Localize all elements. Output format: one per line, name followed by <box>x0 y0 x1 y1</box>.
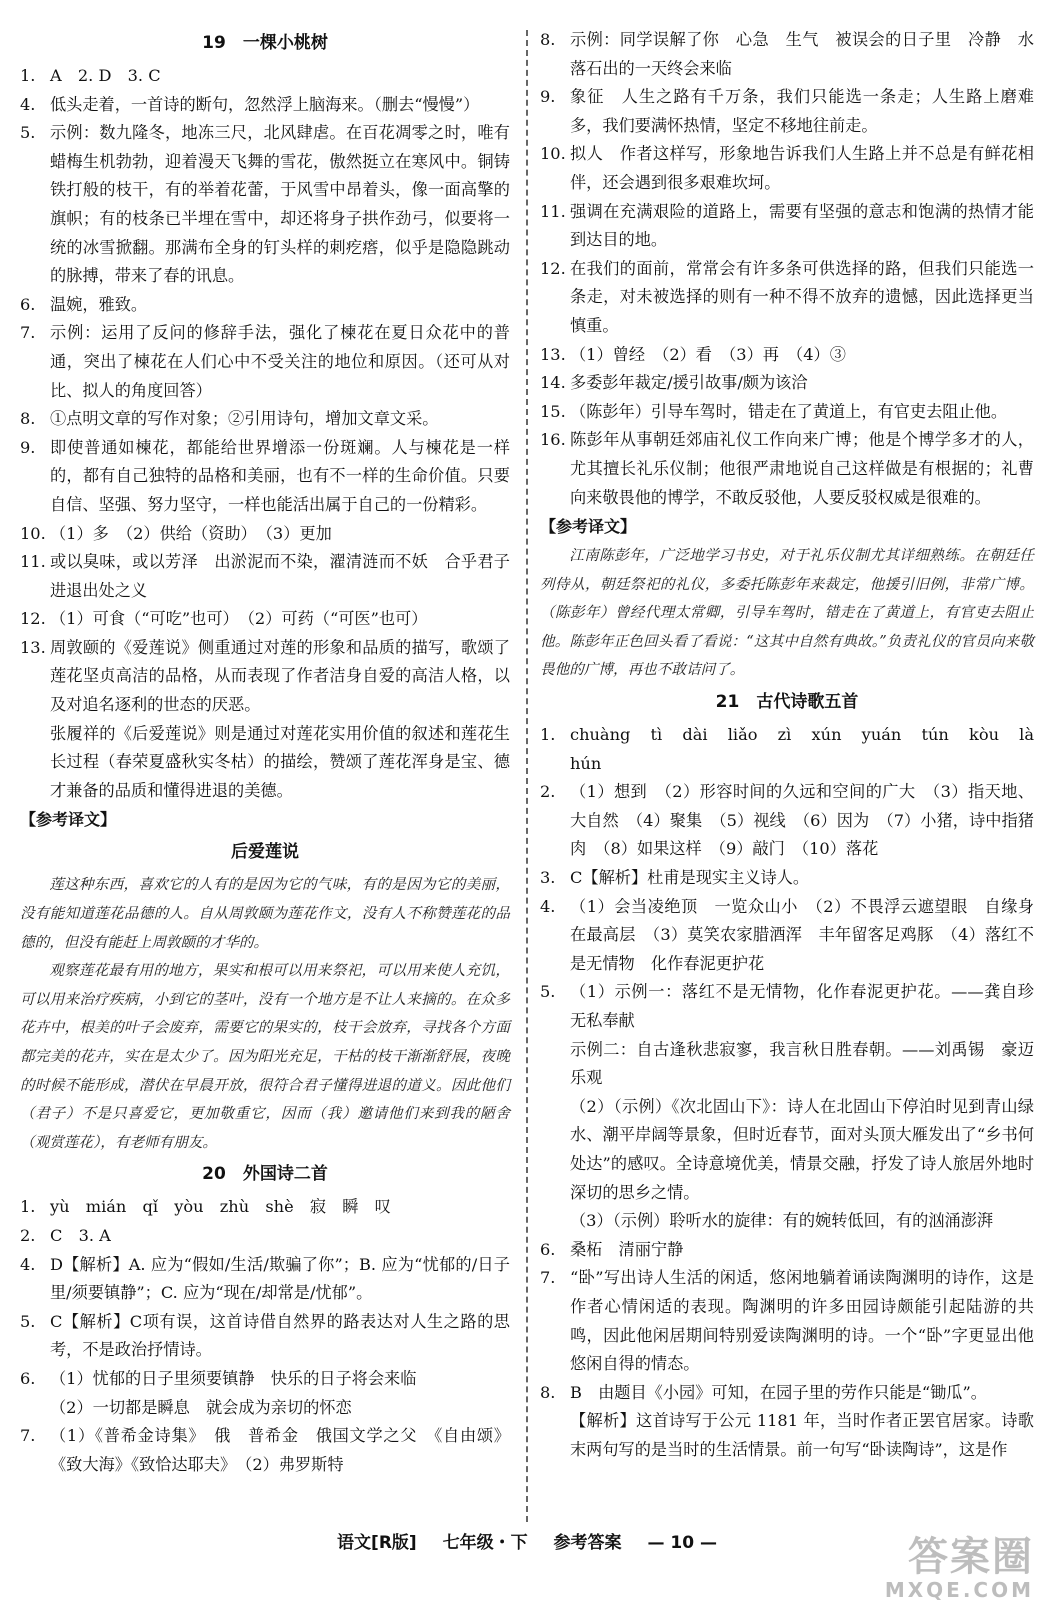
item-text: （1）示例一：落红不是无情物，化作春泥更护花。——龚自珍 无私奉献 <box>570 982 1051 1030</box>
item-number: 5. <box>20 123 36 143</box>
answer-item <box>540 83 1034 140</box>
section-title: 20 外国诗二首 <box>202 1164 328 1185</box>
item-number: 11. <box>20 552 46 572</box>
left-column <box>20 26 510 1479</box>
answer-item <box>20 1251 510 1308</box>
item-number: 10. <box>540 144 566 164</box>
answer-item <box>20 434 510 520</box>
answer-item <box>20 119 510 291</box>
section-title: 后爱莲说 <box>231 842 299 863</box>
watermark-logo <box>885 1535 1034 1601</box>
item-number: 5. <box>20 1311 36 1331</box>
item-text: 周敦颐的《爱莲说》侧重通过对莲的形象和品质的描写，歌颂了莲花坚贞高洁的品格，从而表现了作者洁身自爱的高洁人格，以及对追名逐利的世态的厌恶。 <box>50 637 510 715</box>
answer-item <box>540 778 1034 864</box>
item-text: D【解析】A. 应为“假如/生活/欺骗了你”；B. 应为“忧郁的/日子里/须要镇静”；C. 应为“现在/却常是/忧郁”。 <box>50 1254 510 1303</box>
answer-continuation: （2）一切都是瞬息 就会成为亲切的怀恋 <box>50 1397 352 1417</box>
item-number: 8. <box>540 1382 556 1402</box>
item-number: 5. <box>540 982 556 1002</box>
item-number: 9. <box>20 437 36 457</box>
answer-item <box>540 198 1034 255</box>
item-text: “卧”写出诗人生活的闲适，悠闲地躺着诵读陶渊明的诗作，这是作者心情闲适的表现。陶渊明的许多田园诗颇能引起陆游的共鸣，因此他闲居期间特别爱读陶渊明的诗。一个“卧”字更显出他悠闲自得的情态。 <box>570 1268 1034 1374</box>
section-title: 19 一棵小桃树 <box>202 33 328 53</box>
item-text: （1）《普希金诗集》 俄 普希金 俄国文学之父 《自由颂》《致大海》《致恰达耶夫》 （2）弗罗斯特 <box>50 1426 510 1474</box>
answer-item <box>540 893 1034 979</box>
translation-heading: 【参考译文】 <box>540 517 637 537</box>
item-text: 示例：运用了反问的修辞手法，强化了楝花在夏日众花中的普通，突出了楝花在人们心中不受关注的地位和原因。（还可从对比、拟人的角度回答） <box>50 323 510 400</box>
answer-item <box>540 341 1034 370</box>
answer-item <box>540 721 1051 778</box>
item-number: 10. <box>20 523 46 543</box>
item-text: （1）曾经 （2）看 （3）再 （4）③ <box>570 344 846 364</box>
item-number: 12. <box>540 258 566 278</box>
item-number: 7. <box>20 1426 36 1446</box>
item-number: 9. <box>540 87 556 107</box>
footer-grade: 七年级・下 <box>442 1533 528 1553</box>
answer-item <box>20 319 510 405</box>
answer-item <box>20 62 510 91</box>
item-number: 13. <box>540 344 566 364</box>
item-text: A 2. D 3. C <box>50 66 161 85</box>
item-text: 或以臭味，或以芳泽 出淤泥而不染，濯清涟而不妖 合乎君子进退出处之义 <box>50 552 510 600</box>
item-number: 8. <box>540 30 556 49</box>
answer-item <box>20 405 510 434</box>
item-number: 6. <box>540 1239 556 1259</box>
right-column <box>540 26 1051 1465</box>
answer-item <box>540 255 1034 341</box>
item-text: 桑柘 清丽宁静 <box>570 1239 684 1259</box>
item-text: chuàng tì dài liǎo zì xún yuán tún kòu là hún <box>570 725 1051 773</box>
item-number: 6. <box>20 294 36 314</box>
item-number: 15. <box>540 401 566 421</box>
answer-item <box>20 91 510 120</box>
footer-subject: 语文[R版] <box>337 1533 417 1553</box>
item-number: 1. <box>540 725 556 745</box>
item-text: 多委彭年裁定/援引故事/颇为该洽 <box>570 373 808 393</box>
item-text: yù mián qǐ yòu zhù shè 寂 瞬 叹 <box>50 1197 391 1217</box>
item-number: 2. <box>20 1225 36 1245</box>
item-number: 8. <box>20 409 36 429</box>
answer-item <box>540 140 1034 197</box>
answer-continuation: （2）（示例）《次北固山下》：诗人在北固山下停泊时见到青山绿水、潮平岸阔等景象，但时近春节，面对头顶大雁发出了“乡书何处达”的感叹。全诗意境优美，情景交融，抒发了诗人旅居外地时深切的思乡之情。 <box>570 1096 1034 1202</box>
item-number: 16. <box>540 430 566 450</box>
item-text: ①点明文章的写作对象；②引用诗句，增加文章文采。 <box>50 409 439 429</box>
answer-item <box>20 634 510 720</box>
column-divider <box>526 30 528 1522</box>
translation-paragraph: 观察莲花最有用的地方，果实和根可以用来祭祀，可以用来使人充饥，可以用来治疗疾病，小到它的茎叶，没有一个地方是不让人来摘的。在众多花卉中，根美的叶子会废弃，需要它的果实的，枝干会放弃，寻找各个方面都完美的花卉，实在是太少了。因为阳光充足，干枯的枝干渐渐舒展，夜晚的时候不能形成，潜伏在早晨开放，很符合君子懂得进退的道义。因此他们（君子）不是只喜爱它，更加敬重它，因而（我）邀请他们来到我的陋舍（观赏莲花），有老师有朋友。 <box>20 962 510 1151</box>
item-text: （1）忧郁的日子里须要镇静 快乐的日子将会来临 <box>50 1368 417 1388</box>
item-text: 强调在充满艰险的道路上，需要有坚强的意志和饱满的热情才能到达目的地。 <box>570 201 1034 250</box>
watermark-cn: 答案圈 <box>908 1534 1034 1580</box>
item-text: （1）可食（“可吃”也可） （2）可药（“可医”也可） <box>50 609 428 629</box>
answer-item <box>20 1193 510 1222</box>
answer-item <box>540 26 1034 83</box>
item-text: （1）多 （2）供给（资助） （3）更加 <box>50 523 332 543</box>
item-text: （1）会当凌绝顶 一览众山小 （2）不畏浮云遮望眼 自缘身在最高层 （3）莫笑农家腊酒浑 丰年留客足鸡豚 （4）落红不是无情物 化作春泥更护花 <box>570 896 1034 973</box>
answer-continuation: 张履祥的《后爱莲说》则是通过对莲花实用价值的叙述和莲花生长过程（春荣夏盛秋实冬枯）的描绘，赞颂了莲花浑身是宝、德才兼备的品质和懂得进退的美德。 <box>50 723 510 800</box>
translation-paragraph: 江南陈彭年，广泛地学习书史，对于礼乐仪制尤其详细熟练。在朝廷任列侍从，朝廷祭祀的礼仪，多委托陈彭年来裁定，他援引旧例，非常广博。（陈彭年）曾经代理太常卿，引导车驾时，错走在了黄道上，有官吏去阻止他。陈彭年正色回头看了看说：“这其中自然有典故。”负责礼仪的官员向来敬畏他的广博，再也不敢诘问了。 <box>540 547 1034 679</box>
answer-continuation: 【解析】这首诗写于公元 1181 年，当时作者正罢官居家。诗歌末两句写的是当时的生活情景。前一句写“卧读陶诗”，这是作 <box>570 1411 1034 1459</box>
answer-item <box>540 864 1034 893</box>
answer-item <box>540 426 1034 512</box>
item-text: B 由题目《小园》可知，在园子里的劳作只能是“锄瓜”。 <box>570 1382 987 1402</box>
answer-item <box>20 1422 510 1479</box>
answer-item <box>540 978 1051 1035</box>
translation-paragraph: 莲这种东西，喜欢它的人有的是因为它的气味，有的是因为它的美丽，没有能知道莲花品德的人。自从周敦颐为莲花作文，没有人不称赞莲花的品德的，但没有能赶上周敦颐的才华的。 <box>20 876 510 951</box>
item-text: C【解析】杜甫是现实主义诗人。 <box>570 868 810 888</box>
item-number: 7. <box>20 323 36 343</box>
item-number: 4. <box>20 94 36 114</box>
item-text: 在我们的面前，常常会有许多条可供选择的路，但我们只能选一条走，对未被选择的则有一种不得不放弃的遗憾，因此选择更当慎重。 <box>570 258 1034 335</box>
answer-item <box>20 1308 510 1365</box>
item-text: 温婉，雅致。 <box>50 294 148 314</box>
item-text: C【解析】C项有误，这首诗借自然界的路表达对人生之路的思考，不是政治抒情诗。 <box>50 1311 510 1360</box>
item-number: 2. <box>540 782 556 802</box>
translation-heading: 【参考译文】 <box>20 810 117 830</box>
answer-item <box>540 1264 1034 1378</box>
answer-continuation: （3）（示例）聆听水的旋律：有的婉转低回，有的汹涌澎湃 <box>570 1211 994 1231</box>
answer-item <box>20 291 510 320</box>
item-number: 13. <box>20 637 46 657</box>
item-number: 4. <box>540 896 556 916</box>
answer-item <box>540 369 1034 398</box>
item-number: 7. <box>540 1268 556 1288</box>
item-number: 4. <box>20 1254 36 1274</box>
answer-item <box>20 605 510 634</box>
item-text: （陈彭年）引导车驾时，错走在了黄道上，有官吏去阻止他。 <box>570 401 1008 421</box>
item-number: 12. <box>20 609 46 629</box>
item-text: 即使普通如楝花，都能给世界增添一份斑斓。人与楝花是一样的，都有自己独特的品格和美丽，也有不一样的生命价值。只要自信、坚强、努力坚守，一样也能活出属于自己的一份精彩。 <box>50 437 510 514</box>
answer-item <box>20 1365 510 1394</box>
answer-item <box>20 520 510 549</box>
answer-item <box>20 548 510 605</box>
item-text: 示例：数九隆冬，地冻三尺，北风肆虐。在百花凋零之时，唯有蜡梅生机勃勃，迎着漫天飞舞的雪花，傲然挺立在寒风中。铜铸铁打般的枝干，有的举着花蕾，于风雪中昂着头，像一面高擎的旗帜；有的枝条已半埋在雪中，却还将身子拱作劲弓，似要将一统的冰雪掀翻。那满布全身的钉头样的刺疙瘩，似乎是隐隐跳动的脉搏，带来了春的讯息。 <box>50 123 510 286</box>
item-text: 示例：同学误解了你 心急 生气 被误会的日子里 冷静 水落石出的一天终会来临 <box>570 30 1034 78</box>
answer-item <box>540 398 1034 427</box>
footer-label: 参考答案 <box>553 1533 622 1553</box>
item-text: 拟人 作者这样写，形象地告诉我们人生路上并不总是有鲜花相伴，还会遇到很多艰难坎坷。 <box>570 144 1034 192</box>
item-text: C 3. A <box>50 1225 111 1245</box>
item-text: 低头走着，一首诗的断句，忽然浮上脑海来。（删去“慢慢”） <box>50 94 480 114</box>
section-title: 21 古代诗歌五首 <box>715 692 859 713</box>
item-text: 陈彭年从事朝廷郊庙礼仪工作向来广博；他是个博学多才的人，尤其擅长礼乐仪制；他很严肃地说自己这样做是有根据的；礼曹向来敬畏他的博学，不敢反驳他，人要反驳权威是很难的。 <box>570 430 1034 507</box>
item-text: 象征 人生之路有千万条，我们只能选一条走；人生路上磨难多，我们要满怀热情，坚定不移地往前走。 <box>570 87 1034 135</box>
answer-item <box>540 1236 1034 1265</box>
answer-continuation: 示例二：自古逢秋悲寂寥，我言秋日胜春朝。——刘禹锡 豪迈乐观 <box>570 1039 1034 1088</box>
item-number: 11. <box>540 201 566 221</box>
item-number: 14. <box>540 373 566 393</box>
item-text: （1）想到 （2）形容时间的久远和空间的广大 （3）指天地、大自然 （4）聚集 （5）视线 （6）因为 （7）小猪，诗中指猪肉 （8）如果这样 （9）敲门 （10）落花 <box>570 782 1034 859</box>
answer-item <box>20 1222 510 1251</box>
item-number: 6. <box>20 1368 36 1388</box>
item-number: 1. <box>20 66 36 85</box>
item-number: 3. <box>540 868 556 888</box>
watermark-en: MXQE.COM <box>884 1578 1034 1602</box>
item-number: 1. <box>20 1197 36 1217</box>
page-number: — 10 — <box>647 1533 717 1553</box>
answer-item <box>540 1379 1034 1408</box>
